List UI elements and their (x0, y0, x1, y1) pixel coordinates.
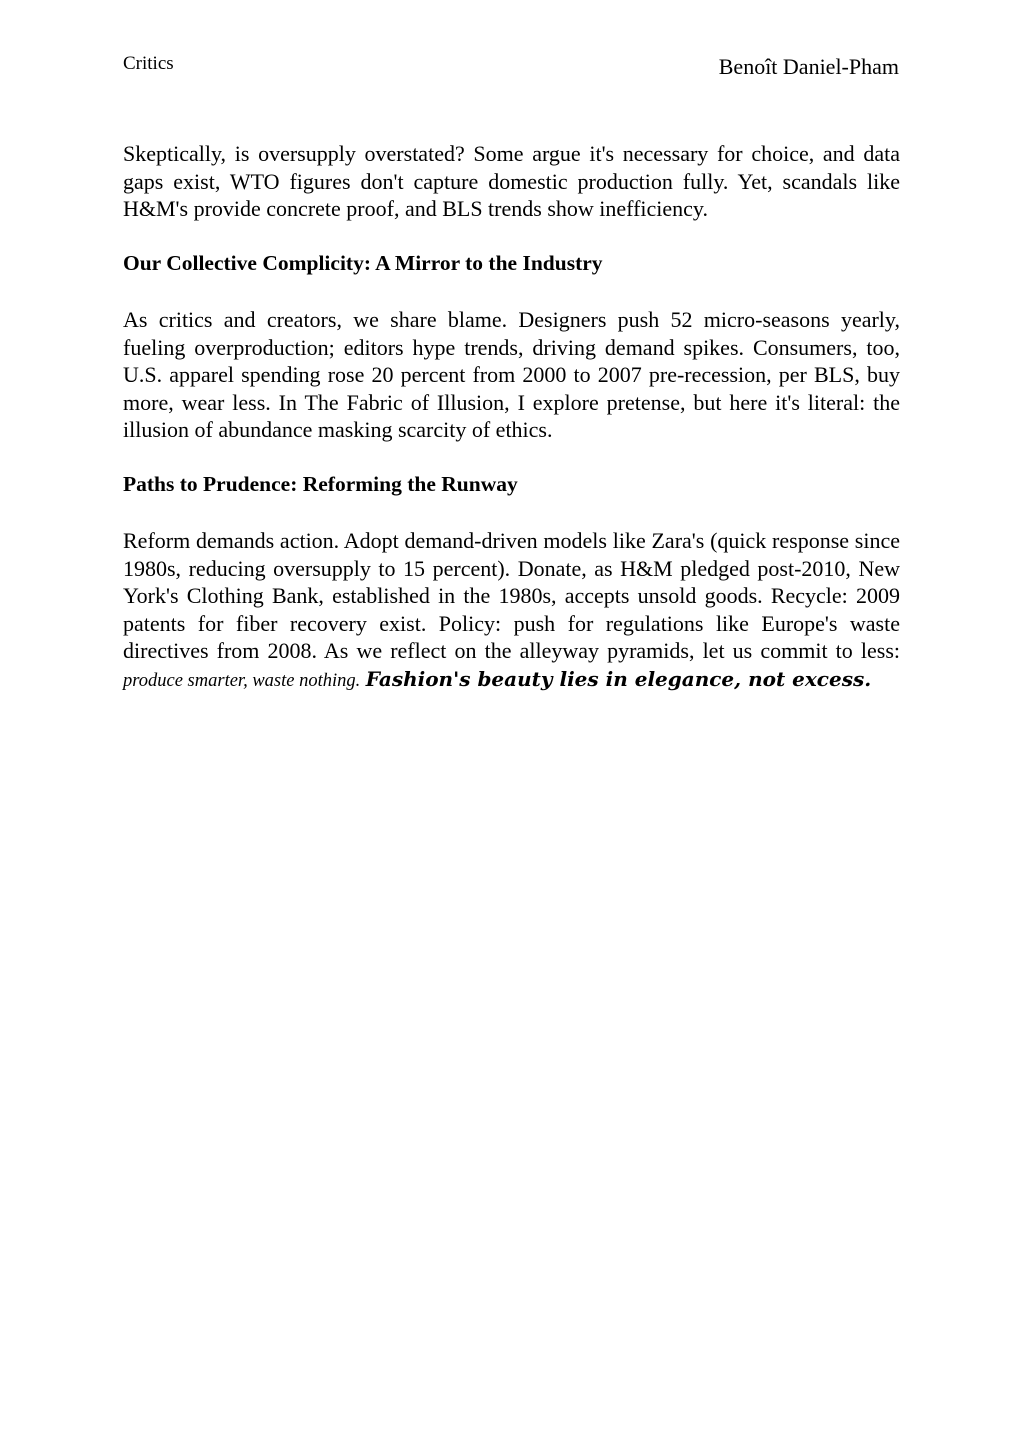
article-body (123, 140, 900, 695)
paragraph-collective-complicity: As critics and creators, we share blame. Designers push 52 micro-seasons yearly, fueling overproduction; editors hype trends, driving demand spikes. Consumers, too, U.S. apparel spending rose 20 percent from 2000 to 2007 pre-recession, per BLS, buy more, wear less. In The Fabric of Illusion, I explore pretense, but here it's literal: the illusion of abundance masking scarcity of ethics. (123, 307, 900, 442)
closing-statement: Fashion's beauty lies in elegance, not excess. (365, 666, 872, 691)
paragraph-oversupply-skepticism: Skeptically, is oversupply overstated? Some argue it's necessary for choice, and data gaps exist, WTO figures don't capture domestic production fully. Yet, scandals like H&M's provide concrete proof, and BLS trends show inefficiency. (123, 141, 900, 221)
reform-italic-phrase: produce smarter, waste nothing. (123, 670, 361, 691)
section-heading-complicity: Our Collective Complicity: A Mirror to the Industry (123, 250, 603, 275)
running-header-section: Critics (123, 53, 174, 74)
running-header-author: Benoît Daniel-Pham (718, 54, 899, 79)
reform-text: Reform demands action. Adopt demand-driven models like Zara's (quick response since 1980s, reducing oversupply to 15 percent). Donate, as H&M pledged post-2010, New York's Clothing Bank, established in the 1980s, accepts unsold goods. Recycle: 2009 patents for fiber recovery exist. Policy: push for regulations like Europe's waste directives from 2008. As we reflect on the alleyway pyramids, let us commit to less: (123, 528, 900, 663)
section-heading-prudence: Paths to Prudence: Reforming the Runway (123, 471, 518, 496)
paragraph-reform (123, 527, 900, 695)
